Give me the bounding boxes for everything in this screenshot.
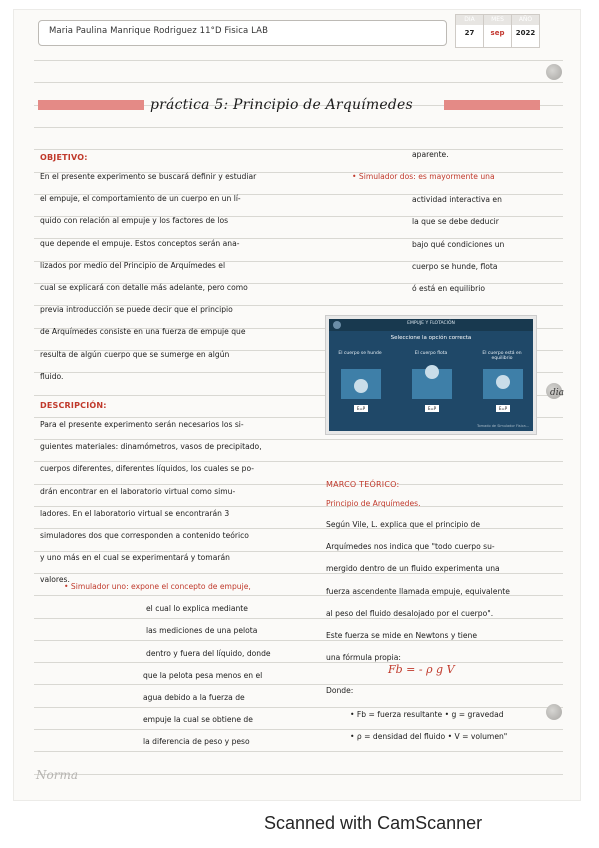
- definition-line: • Fb = fuerza resultante • g = gravedad: [350, 710, 504, 719]
- norma-logo: Norma: [36, 768, 78, 782]
- ball-icon: [354, 379, 368, 393]
- marco-line: Este fuerza se mide en Newtons y tiene: [326, 631, 478, 640]
- right-column-line: ó está en equilibrio: [412, 284, 485, 294]
- ruled-line: [34, 684, 563, 685]
- marco-line: mergido dentro de un fluido experimenta una: [326, 564, 500, 574]
- ruled-line: [34, 751, 563, 752]
- marco-subheading: Principio de Arquímedes.: [326, 499, 421, 508]
- simulador-uno-line: dentro y fuera del líquido, donde: [146, 648, 271, 658]
- option-sink-label: El cuerpo se hunde: [338, 351, 382, 356]
- right-column-line: cuerpo se hunde, flota: [412, 262, 498, 271]
- day-label: DIA: [456, 15, 483, 25]
- donde-label: Donde:: [326, 686, 354, 695]
- ruled-line: [34, 707, 563, 708]
- option-float-tank[interactable]: [412, 369, 452, 399]
- simulador-uno-line: el cual lo explica mediante: [146, 604, 248, 614]
- marco-line: fuerza ascendente llamada empuje, equivalente: [326, 586, 510, 596]
- date-box: [455, 14, 541, 46]
- right-column-line: la que se debe deducir: [412, 217, 499, 227]
- descripcion-line: guientes materiales: dinamómetros, vasos de precipitado,: [40, 442, 262, 452]
- objetivo-line: quido con relación al empuje y los factores de los: [40, 216, 229, 226]
- descripcion-line: Para el presente experimento serán necesarios los si-: [40, 420, 244, 429]
- simulator-prompt: Seleccione la opción correcta: [390, 335, 472, 341]
- simulador-uno-line: que la pelota pesa menos en el: [143, 670, 263, 680]
- simulator-footer: Tomado de Simulador Fisica...: [477, 424, 529, 428]
- objetivo-line: cual se explicará con detalle más adelante, pero como: [40, 283, 248, 292]
- option-float-label: El cuerpo flota: [414, 351, 448, 356]
- ruled-line: [34, 618, 563, 619]
- option-equilibrium-button[interactable]: E=P: [496, 405, 510, 412]
- objetivo-line: que depende el empuje. Estos conceptos serán ana-: [40, 238, 240, 248]
- simulador-uno-line: las mediciones de una pelota: [146, 626, 258, 636]
- marco-line: Arquímedes nos indica que "todo cuerpo su-: [326, 542, 495, 552]
- objetivo-heading: OBJETIVO:: [40, 153, 88, 162]
- date-day: [455, 14, 484, 48]
- ruled-line: [34, 439, 563, 440]
- descripcion-heading: DESCRIPCIÓN:: [40, 401, 107, 410]
- objetivo-line: fluido.: [40, 371, 64, 381]
- objetivo-line: lizados por medio del Principio de Arquímedes el: [40, 260, 226, 270]
- objetivo-line: previa introducción se puede decir que el principio: [40, 305, 233, 315]
- simulator-screenshot: [326, 316, 536, 434]
- ruled-line: [34, 82, 563, 83]
- ruled-line: [34, 461, 563, 462]
- option-equilibrium-tank[interactable]: [483, 369, 523, 399]
- simulador-uno-line: empuje la cual se obtiene de: [143, 715, 253, 725]
- simulator-title: EMPUJE Y FLOTACIÓN: [407, 321, 455, 326]
- date-year: [511, 14, 540, 48]
- title-highlight-right: [444, 100, 540, 110]
- ruled-line: [34, 60, 563, 61]
- descripcion-line: simuladores dos que corresponden a contenido teórico: [40, 531, 249, 540]
- simulator-titlebar: [329, 319, 533, 331]
- simulador-uno-line: • Simulador uno: expone el concepto de empuje,: [64, 582, 251, 591]
- right-column-line: aparente.: [412, 150, 449, 159]
- ruled-line: [34, 528, 563, 529]
- option-sink-tank[interactable]: [341, 369, 381, 399]
- option-sink-button[interactable]: E=P: [354, 405, 368, 412]
- ruled-line: [34, 729, 563, 730]
- descripcion-line: ladores. En el laboratorio virtual se encontrarán 3: [40, 508, 230, 518]
- ruled-line: [34, 127, 563, 128]
- simulador-uno-line: agua debido a la fuerza de: [143, 693, 245, 702]
- ruled-line: [34, 484, 563, 485]
- right-column-line: actividad interactiva en: [412, 194, 502, 204]
- simulador-uno-line: la diferencia de peso y peso: [143, 737, 250, 747]
- descripcion-line: cuerpos diferentes, diferentes líquidos, los cuales se po-: [40, 464, 255, 474]
- option-float-button[interactable]: E=P: [425, 405, 439, 412]
- objetivo-line: En el presente experimento se buscará definir y estudiar: [40, 172, 257, 181]
- name-header: [38, 20, 447, 46]
- option-equilibrium-label: El cuerpo está en equilibrio: [482, 351, 522, 361]
- page-title: práctica 5: Principio de Arquímedes: [150, 97, 413, 113]
- ruled-line: [34, 662, 563, 663]
- ruled-line: [34, 506, 563, 507]
- binder-hole: [546, 64, 562, 80]
- binder-hole: [546, 704, 562, 720]
- margin-note: dia: [550, 388, 565, 398]
- ruled-line: [34, 640, 563, 641]
- marco-line: al peso del fluido desalojado por el cuerpo".: [326, 608, 494, 618]
- ruled-line: [34, 774, 563, 775]
- descripcion-line: drán encontrar en el laboratorio virtual como simu-: [40, 486, 236, 496]
- marco-line: una fórmula propia:: [326, 653, 401, 663]
- month-value: sep: [490, 29, 505, 37]
- title-highlight-left: [38, 100, 144, 110]
- archimedes-formula: Fb = - ρ g V: [388, 663, 455, 676]
- year-value: 2022: [515, 29, 536, 37]
- day-value: 27: [464, 29, 475, 37]
- camscanner-watermark: Scanned with CamScanner: [264, 813, 483, 833]
- right-column-line: • Simulador dos: es mayormente una: [352, 172, 495, 182]
- descripcion-line: y uno más en el cual se experimentará y tomarán: [40, 553, 230, 563]
- right-column-line: bajo qué condiciones un: [412, 239, 505, 249]
- definition-line: • ρ = densidad del fluido • V = volumen": [350, 732, 508, 742]
- objetivo-line: de Arquímedes consiste en una fuerza de empuje que: [40, 327, 246, 337]
- date-month: [483, 14, 512, 48]
- year-label: AÑO: [512, 15, 539, 25]
- ruled-line: [34, 149, 563, 150]
- objetivo-line: el empuje, el comportamiento de un cuerpo en un lí-: [40, 194, 241, 204]
- ball-icon: [425, 365, 439, 379]
- name-line: Maria Paulina Manrique Rodriguez 11°D Fisica LAB: [49, 26, 269, 36]
- ball-icon: [496, 375, 510, 389]
- objetivo-line: resulta de algún cuerpo que se sumerge en algún: [40, 349, 230, 359]
- descripcion-line: valores.: [40, 575, 70, 585]
- marco-line: Según Vile, L. explica que el principio de: [326, 520, 481, 529]
- marco-heading: MARCO TEÓRICO:: [326, 480, 400, 489]
- month-label: MES: [484, 15, 511, 25]
